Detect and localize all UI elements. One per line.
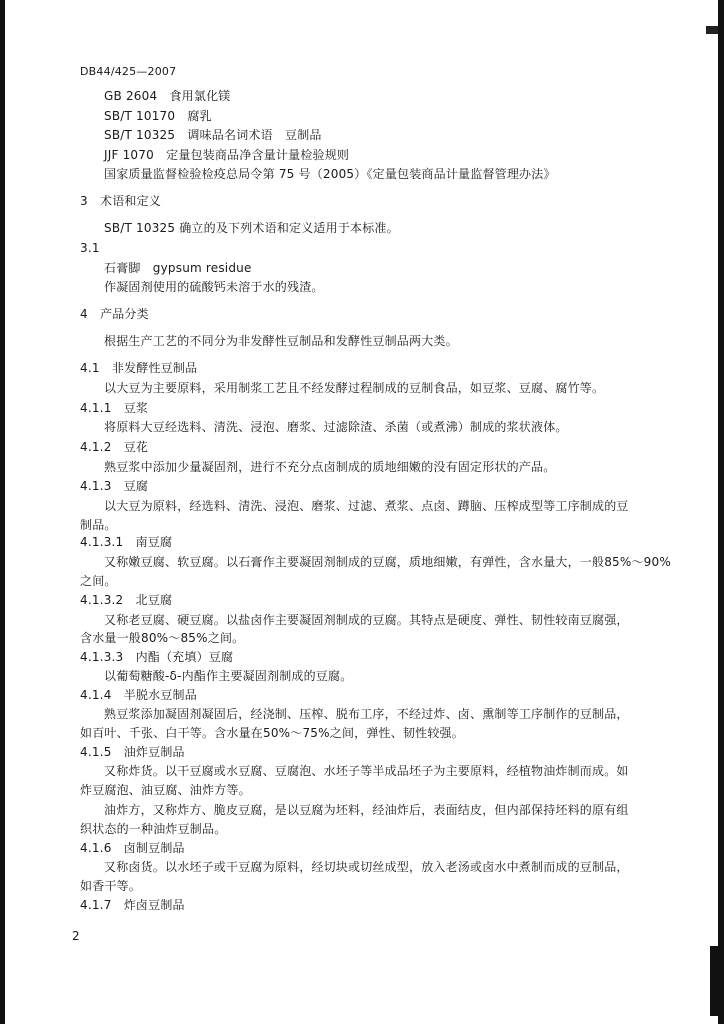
section-4-1-6-heading: 4.1.6 卤制豆制品 — [80, 841, 185, 855]
section-4-1-5-text-line3: 油炸方，又称炸方、脆皮豆腐，是以豆腐为坯料，经油炸后，表面结皮，但内部保持坯料的原有组 — [104, 803, 629, 817]
section-4-1-3-2-heading: 4.1.3.2 北豆腐 — [80, 593, 173, 607]
ref-sbt10325: SB/T 10325 调味品名词术语 豆制品 — [104, 128, 322, 142]
section-4-1-3-2-text-line1: 又称老豆腐、硬豆腐。以盐卤作主要凝固剂制成的豆腐。其特点是硬度、弹性、韧性较南豆腐强， — [104, 613, 629, 627]
section-4-1-5-text-line1: 又称炸货。以干豆腐或水豆腐、豆腐泡、水坯子等半成品坯子为主要原料，经植物油炸制而成。如 — [104, 764, 629, 778]
section-4-1-3-heading: 4.1.3 豆腐 — [80, 479, 149, 493]
section-4-1-1-text: 将原料大豆经选料、清洗、浸泡、磨浆、过滤除渣、杀菌（或煮沸）制成的浆状液体。 — [104, 420, 568, 434]
ref-decree75: 国家质量监督检验检疫总局令第 75 号（2005）《定量包装商品计量监督管理办法》 — [104, 167, 556, 181]
section-4-1-3-text-line1: 以大豆为原料，经选料、清洗、浸泡、磨浆、过滤、煮浆、点卤、蹲脑、压榨成型等工序制成的豆 — [104, 499, 629, 513]
term-3-1-name: 石膏脚 gypsum residue — [104, 261, 252, 275]
section-4-1-3-3-heading: 4.1.3.3 内酯（充填）豆腐 — [80, 650, 234, 664]
section-4-1-3-1-heading: 4.1.3.1 南豆腐 — [80, 535, 173, 549]
section-3-heading: 3 术语和定义 — [80, 194, 162, 208]
section-4-1-1-heading: 4.1.1 豆浆 — [80, 401, 149, 415]
scan-mark-bottom-right — [710, 946, 718, 1016]
section-4-1-4-text-line2: 如百叶、千张、白干等。含水量在50%～75%之间，弹性、韧性较强。 — [80, 726, 464, 740]
ref-jjf1070: JJF 1070 定量包装商品净含量计量检验规则 — [104, 148, 350, 162]
section-4-1-text: 以大豆为主要原料，采用制浆工艺且不经发酵过程制成的豆制食品，如豆浆、豆腐、腐竹等。 — [104, 381, 605, 395]
section-4-1-6-text-line2: 如香干等。 — [80, 879, 142, 893]
section-4-1-6-text-line1: 又称卤货。以水坯子或干豆腐为原料，经切块或切丝成型，放入老汤或卤水中煮制而成的豆制品， — [104, 860, 629, 874]
section-4-1-3-2-text-line2: 含水量一般80%～85%之间。 — [80, 631, 245, 645]
ref-sbt10170: SB/T 10170 腐乳 — [104, 109, 212, 123]
section-4-1-heading: 4.1 非发酵性豆制品 — [80, 361, 198, 375]
section-4-1-5-heading: 4.1.5 油炸豆制品 — [80, 745, 185, 759]
section-4-1-2-heading: 4.1.2 豆花 — [80, 440, 149, 454]
scan-mark-top-right — [706, 26, 718, 34]
section-4-1-2-text: 熟豆浆中添加少量凝固剂，进行不充分点卤制成的质地细嫩的没有固定形状的产品。 — [104, 460, 556, 474]
standard-number: DB44/425—2007 — [80, 65, 177, 78]
scan-border-right — [718, 0, 724, 1024]
section-3-intro: SB/T 10325 确立的及下列术语和定义适用于本标准。 — [104, 221, 399, 235]
section-4-heading: 4 产品分类 — [80, 307, 149, 321]
section-4-1-4-text-line1: 熟豆浆添加凝固剂凝固后，经浇制、压榨、脱布工序，不经过炸、卤、熏制等工序制作的豆制品， — [104, 707, 629, 721]
term-3-1-number: 3.1 — [80, 241, 100, 255]
section-4-1-7-heading: 4.1.7 炸卤豆制品 — [80, 898, 185, 912]
section-4-1-3-3-text: 以葡萄糖酸-δ-内酯作主要凝固剂制成的豆腐。 — [104, 669, 353, 683]
section-4-1-5-text-line2: 炸豆腐泡、油豆腐、油炸方等。 — [80, 783, 251, 797]
ref-gb2604: GB 2604 食用氯化镁 — [104, 89, 231, 103]
section-4-1-5-text-line4: 织状态的一种油炸豆制品。 — [80, 822, 227, 836]
scan-border-left — [0, 0, 5, 1024]
section-4-1-4-heading: 4.1.4 半脱水豆制品 — [80, 688, 197, 702]
section-4-1-3-1-text-line1: 又称嫩豆腐、软豆腐。以石膏作主要凝固剂制成的豆腐，质地细嫩，有弹性，含水量大，一般85%～90% — [104, 555, 671, 569]
section-4-1-3-1-text-line2: 之间。 — [80, 574, 117, 588]
section-4-1-3-text-line2: 制品。 — [80, 518, 117, 532]
section-4-intro: 根据生产工艺的不同分为非发酵性豆制品和发酵性豆制品两大类。 — [104, 334, 458, 348]
term-3-1-definition: 作凝固剂使用的硫酸钙未溶于水的残渣。 — [104, 280, 324, 294]
page-number: 2 — [72, 929, 80, 943]
